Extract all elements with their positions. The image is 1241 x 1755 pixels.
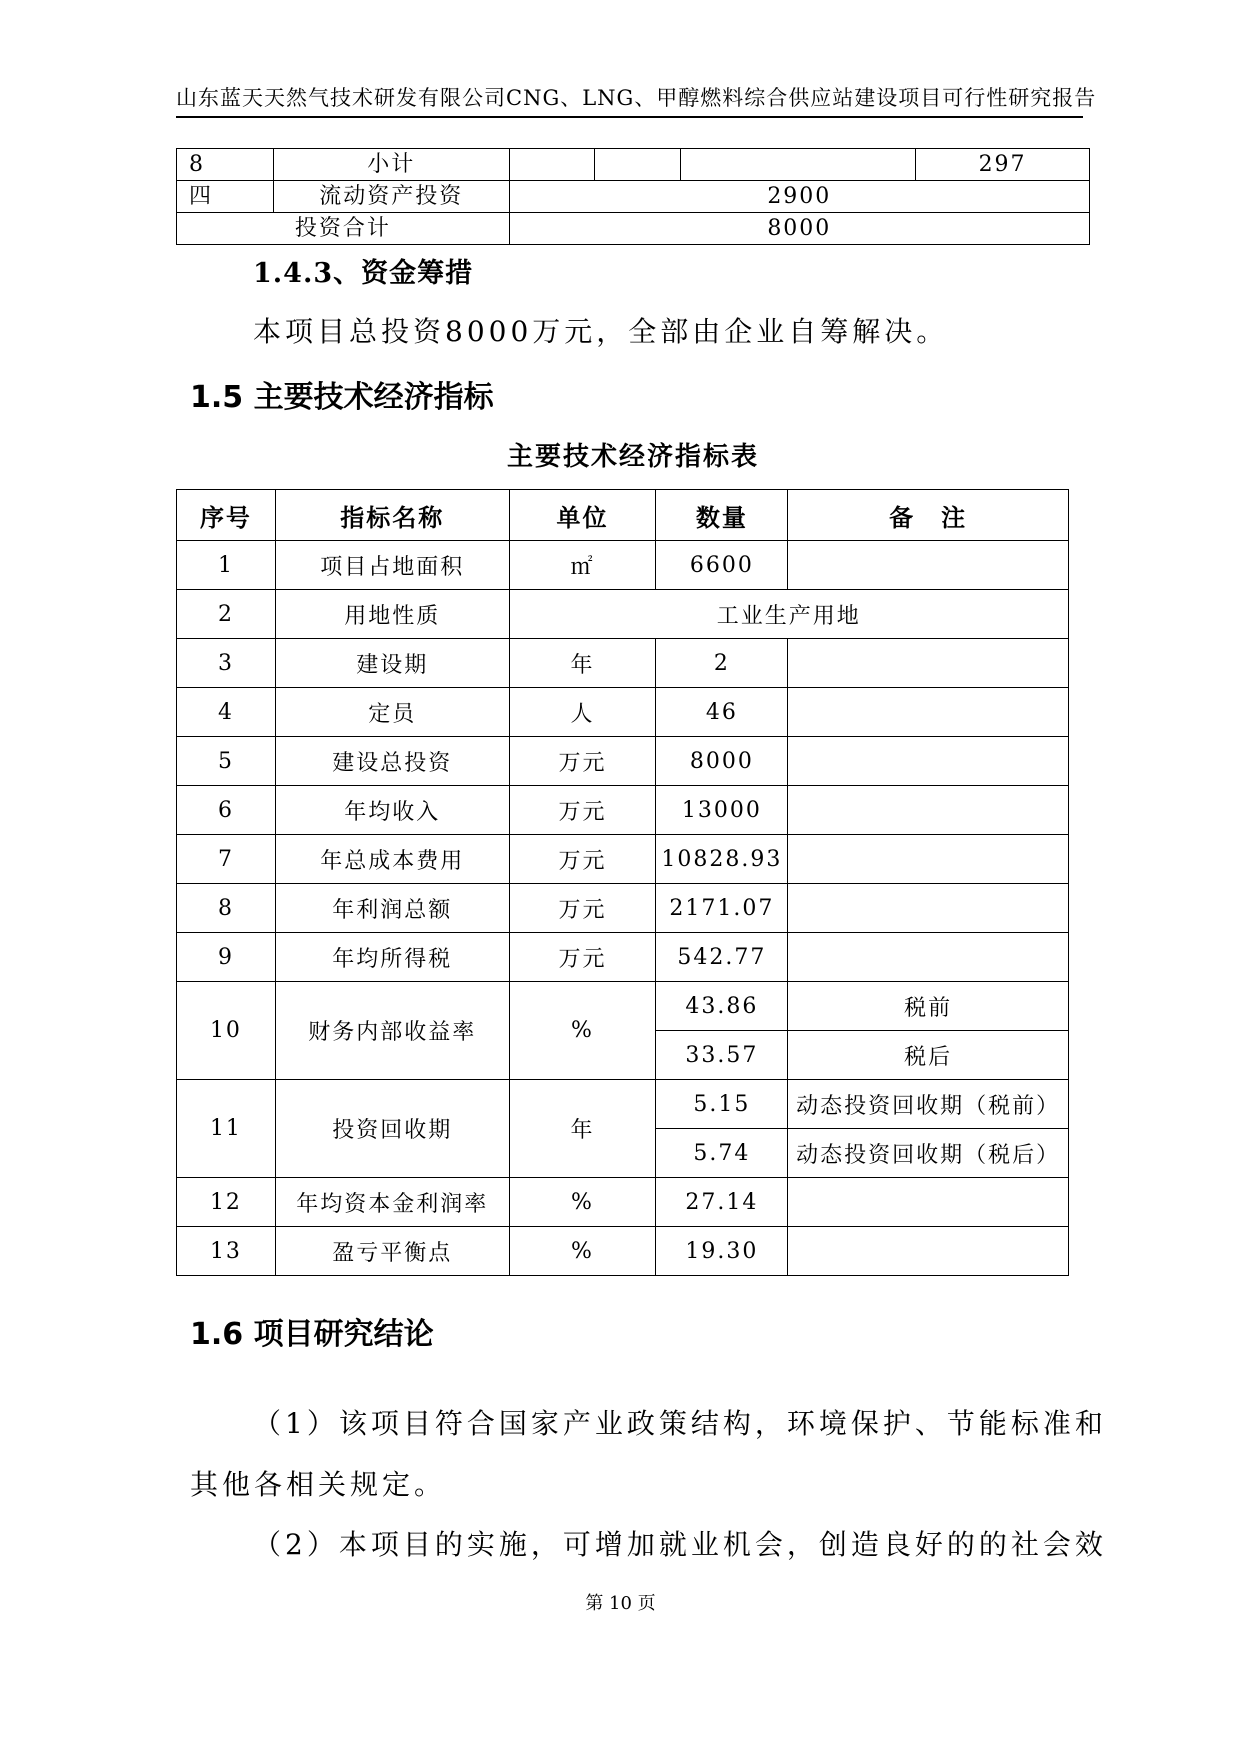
- cell-note: [788, 884, 1069, 933]
- cell-name: 投资回收期: [275, 1080, 509, 1178]
- header-name: 指标名称: [275, 490, 509, 541]
- table-row: [177, 1178, 1069, 1227]
- table-row: [177, 982, 1069, 1031]
- section-heading-1-4-3: 1.4.3、资金筹措: [253, 258, 474, 289]
- investment-table-continuation: [176, 148, 1090, 245]
- cell-qty: 8000: [656, 737, 788, 786]
- header-note: 备 注: [788, 490, 1069, 541]
- cell-qty: 27.14: [656, 1178, 788, 1227]
- section-heading-1-6: 1.6 项目研究结论: [190, 1317, 434, 1352]
- cell-note: 税前: [788, 982, 1069, 1031]
- cell-unit: 万元: [509, 884, 656, 933]
- cell-name: 年利润总额: [275, 884, 509, 933]
- cell-note: [788, 688, 1069, 737]
- cell-note: 动态投资回收期（税前）: [788, 1080, 1069, 1129]
- cell-unit: %: [509, 1227, 656, 1276]
- cell-name: 小计: [273, 149, 509, 181]
- cell-note: [788, 933, 1069, 982]
- table-row: [177, 639, 1069, 688]
- cell-name: 财务内部收益率: [275, 982, 509, 1080]
- cell-name: 建设期: [275, 639, 509, 688]
- cell-note: [788, 639, 1069, 688]
- cell-qty: 46: [656, 688, 788, 737]
- cell-name: 项目占地面积: [275, 541, 509, 590]
- cell-value: 297: [916, 149, 1090, 181]
- indicators-table: [176, 489, 1069, 1276]
- header-qty: 数量: [656, 490, 788, 541]
- cell-qty: 10828.93: [656, 835, 788, 884]
- cell-qty: 5.15: [656, 1080, 788, 1129]
- cell-note: [788, 835, 1069, 884]
- cell-unit: 万元: [509, 737, 656, 786]
- cell-unit: 年: [509, 639, 656, 688]
- cell-qty: 6600: [656, 541, 788, 590]
- cell: [509, 149, 594, 181]
- table-row: [177, 688, 1069, 737]
- cell-note: [788, 1178, 1069, 1227]
- table-row: [177, 737, 1069, 786]
- table-row: [177, 1227, 1069, 1276]
- cell-qty: 5.74: [656, 1129, 788, 1178]
- cell-no: 12: [177, 1178, 276, 1227]
- table-title: 主要技术经济指标表: [506, 442, 759, 472]
- table-row: [177, 149, 1090, 181]
- cell-no: 13: [177, 1227, 276, 1276]
- cell-no: 6: [177, 786, 276, 835]
- cell-note: 税后: [788, 1031, 1069, 1080]
- table-row: [177, 1080, 1069, 1129]
- funding-paragraph: 本项目总投资8000万元，全部由企业自筹解决。: [253, 315, 949, 348]
- section-heading-1-5: 1.5 主要技术经济指标: [190, 380, 494, 415]
- conclusion-paragraph-1-line-1: （1）该项目符合国家产业政策结构，环境保护、节能标准和: [253, 1407, 1107, 1440]
- cell-qty: 2: [656, 639, 788, 688]
- table-row: [177, 590, 1069, 639]
- running-header: 山东蓝天天然气技术研发有限公司CNG、LNG、甲醇燃料综合供应站建设项目可行性研究报告: [176, 82, 1083, 118]
- cell-no: 1: [177, 541, 276, 590]
- cell-value: 8000: [509, 213, 1089, 245]
- table-row: [177, 541, 1069, 590]
- cell-no: 11: [177, 1080, 276, 1178]
- cell: [681, 149, 916, 181]
- cell-no: 5: [177, 737, 276, 786]
- table-row: [177, 933, 1069, 982]
- cell-name: 年总成本费用: [275, 835, 509, 884]
- cell-no: 9: [177, 933, 276, 982]
- table-row: [177, 213, 1090, 245]
- cell-name: 建设总投资: [275, 737, 509, 786]
- header-unit: 单位: [509, 490, 656, 541]
- cell-name: 盈亏平衡点: [275, 1227, 509, 1276]
- cell-unit: %: [509, 982, 656, 1080]
- conclusion-paragraph-1-line-2: 其他各相关规定。: [190, 1468, 447, 1501]
- cell-unit: 万元: [509, 835, 656, 884]
- cell-seq: 四: [177, 181, 274, 213]
- cell-name: 投资合计: [177, 213, 510, 245]
- cell-qty: 542.77: [656, 933, 788, 982]
- cell-name: 年均所得税: [275, 933, 509, 982]
- cell-qty: 19.30: [656, 1227, 788, 1276]
- table-row: [177, 884, 1069, 933]
- cell-unit: 万元: [509, 933, 656, 982]
- table-row: [177, 181, 1090, 213]
- cell-note: [788, 541, 1069, 590]
- cell-unit: 人: [509, 688, 656, 737]
- cell-note: [788, 737, 1069, 786]
- cell-name: 用地性质: [275, 590, 509, 639]
- cell-name: 流动资产投资: [273, 181, 509, 213]
- cell-value: 2900: [509, 181, 1089, 213]
- cell-seq: 8: [177, 149, 274, 181]
- cell-unit: 万元: [509, 786, 656, 835]
- cell: [594, 149, 681, 181]
- cell-name: 年均收入: [275, 786, 509, 835]
- cell-no: 7: [177, 835, 276, 884]
- cell-note: 动态投资回收期（税后）: [788, 1129, 1069, 1178]
- cell-qty: 13000: [656, 786, 788, 835]
- cell-unit: %: [509, 1178, 656, 1227]
- cell-no: 10: [177, 982, 276, 1080]
- cell-merged: 工业生产用地: [509, 590, 1068, 639]
- cell-note: [788, 1227, 1069, 1276]
- cell-no: 3: [177, 639, 276, 688]
- cell-no: 8: [177, 884, 276, 933]
- table-header-row: [177, 490, 1069, 541]
- cell-unit: ㎡: [509, 541, 656, 590]
- table-row: [177, 835, 1069, 884]
- cell-unit: 年: [509, 1080, 656, 1178]
- conclusion-paragraph-2-line-1: （2）本项目的实施，可增加就业机会，创造良好的的社会效: [253, 1528, 1107, 1561]
- cell-no: 2: [177, 590, 276, 639]
- cell-name: 年均资本金利润率: [275, 1178, 509, 1227]
- cell-no: 4: [177, 688, 276, 737]
- header-no: 序号: [177, 490, 276, 541]
- cell-qty: 33.57: [656, 1031, 788, 1080]
- cell-name: 定员: [275, 688, 509, 737]
- cell-note: [788, 786, 1069, 835]
- table-row: [177, 786, 1069, 835]
- page-number: 第 10 页: [585, 1593, 656, 1614]
- cell-qty: 2171.07: [656, 884, 788, 933]
- cell-qty: 43.86: [656, 982, 788, 1031]
